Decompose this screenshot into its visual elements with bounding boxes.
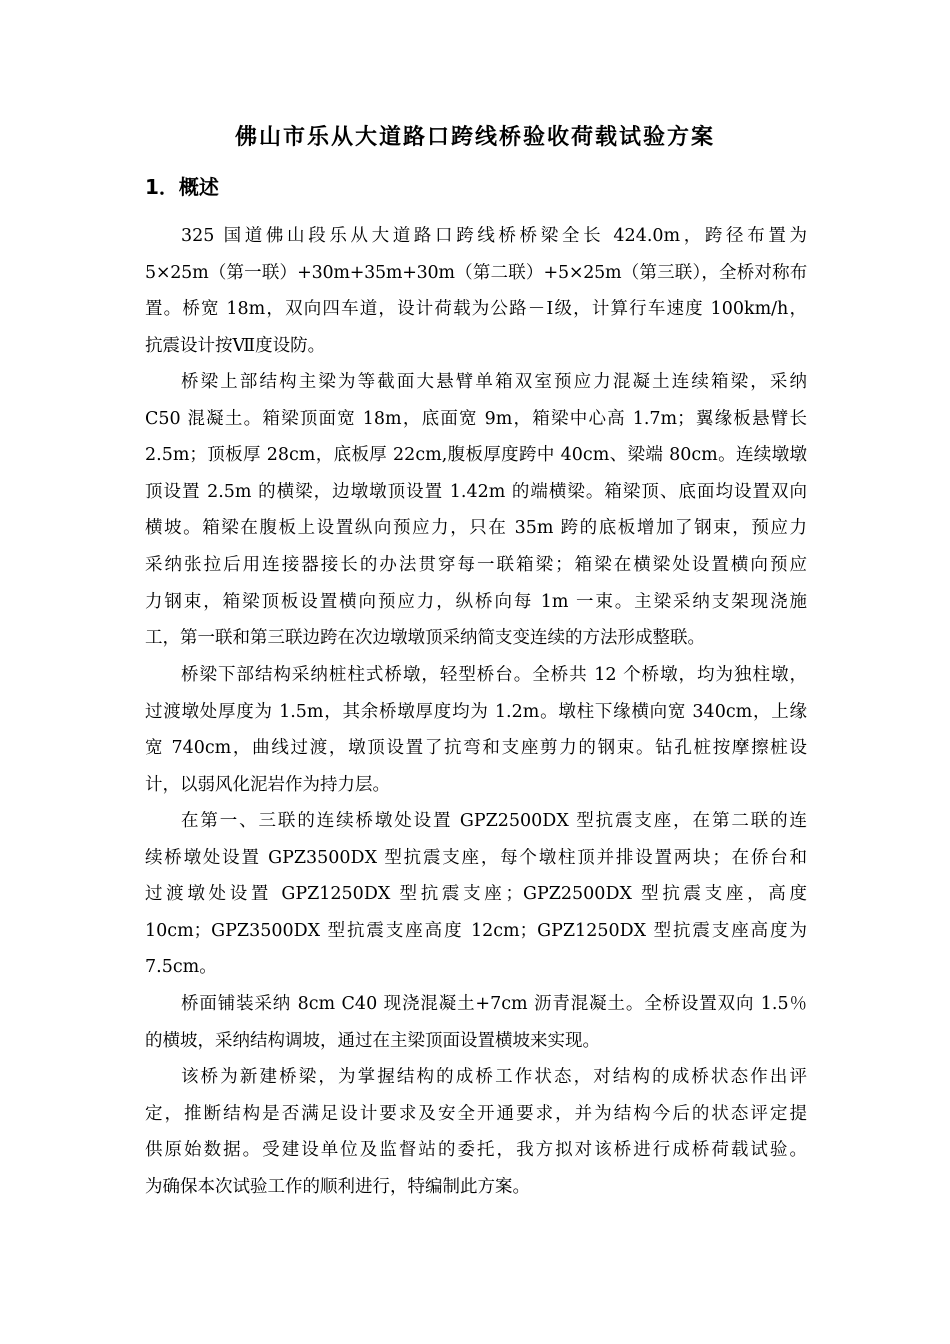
paragraph-line: 5×25m（第一联）+30m+35m+30m（第二联）+5×25m（第三联），全桥对称布	[145, 262, 807, 283]
paragraph-line: 过渡墩处厚度为 1.5m，其余桥墩厚度均为 1.2m。墩柱下缘横向宽 340cm，上缘	[145, 701, 807, 722]
paragraph-line: 的横坡，采纳结构调坡，通过在主梁顶面设置横坡来实现。	[145, 1030, 600, 1051]
paragraph-purpose	[145, 1059, 807, 1205]
paragraph-line: 横坡。箱梁在腹板上设置纵向预应力，只在 35m 跨的底板增加了钢束，预应力	[145, 518, 807, 539]
paragraph-line: 定，推断结构是否满足设计要求及安全开通要求，并为结构今后的状态评定提	[145, 1103, 807, 1124]
paragraph-deck-pavement	[145, 986, 807, 1059]
paragraph-line: 计，以弱风化泥岩作为持力层。	[145, 774, 390, 795]
paragraph-overview	[145, 218, 807, 364]
paragraph-superstructure	[145, 364, 807, 657]
paragraph-line: 10cm；GPZ3500DX 型抗震支座高度 12cm；GPZ1250DX 型抗震支座高度为	[145, 920, 807, 941]
paragraph-line: 桥梁上部结构主梁为等截面大悬臂单箱双室预应力混凝土连续箱梁，采纳	[181, 372, 807, 392]
paragraph-line: 过渡墩处设置 GPZ1250DX 型抗震支座；GPZ2500DX 型抗震支座，高度	[145, 884, 807, 905]
paragraph-line: 置。桥宽 18m，双向四车道，设计荷载为公路－Ⅰ级，计算行车速度 100km/h，	[145, 299, 807, 320]
document-title: 佛山市乐从大道路口跨线桥验收荷载试验方案	[234, 124, 715, 150]
paragraph-line: 325 国道佛山段乐从大道路口跨线桥桥梁全长 424.0m，跨径布置为	[181, 226, 807, 246]
paragraph-line: 桥面铺装采纳 8cm C40 现浇混凝土+7cm 沥青混凝土。全桥设置双向 1.5％	[181, 994, 807, 1014]
paragraph-line: 该桥为新建桥梁，为掌握结构的成桥工作状态，对结构的成桥状态作出评	[181, 1067, 807, 1087]
paragraph-line: 抗震设计按Ⅶ度设防。	[145, 335, 326, 356]
paragraph-line: C50 混凝土。箱梁顶面宽 18m，底面宽 9m，箱梁中心高 1.7m；翼缘板悬臂长	[145, 408, 807, 429]
paragraph-line: 宽 740cm，曲线过渡，墩顶设置了抗弯和支座剪力的钢束。钻孔桩按摩擦桩设	[145, 738, 807, 759]
paragraph-line: 7.5cm。	[145, 957, 217, 978]
paragraph-line: 力钢束，箱梁顶板设置横向预应力，纵桥向每 1m 一束。主梁采纳支架现浇施	[145, 591, 807, 612]
paragraph-line: 为确保本次试验工作的顺利进行，特编制此方案。	[145, 1176, 530, 1197]
section-heading: 1．概述	[145, 175, 219, 199]
paragraph-bearings	[145, 803, 807, 986]
paragraph-line: 采纳张拉后用连接器接长的办法贯穿每一联箱梁；箱梁在横梁处设置横向预应	[145, 554, 807, 575]
paragraph-line: 桥梁下部结构采纳桩柱式桥墩，轻型桥台。全桥共 12 个桥墩，均为独柱墩，	[181, 665, 807, 685]
paragraph-line: 续桥墩处设置 GPZ3500DX 型抗震支座，每个墩柱顶并排设置两块；在侨台和	[145, 847, 807, 868]
paragraph-line: 在第一、三联的连续桥墩处设置 GPZ2500DX 型抗震支座，在第二联的连	[181, 811, 807, 831]
paragraph-line: 工，第一联和第三联边跨在次边墩墩顶采纳简支变连续的方法形成整联。	[145, 628, 705, 649]
paragraph-line: 2.5m；顶板厚 28cm，底板厚 22cm,腹板厚度跨中 40cm、梁端 80cm。连续墩墩	[145, 445, 807, 466]
paragraph-line: 顶设置 2.5m 的横梁，边墩墩顶设置 1.42m 的端横梁。箱梁顶、底面均设置双向	[145, 481, 807, 502]
paragraph-line: 供原始数据。受建设单位及监督站的委托，我方拟对该桥进行成桥荷载试验。	[145, 1140, 807, 1161]
paragraph-substructure	[145, 657, 807, 803]
